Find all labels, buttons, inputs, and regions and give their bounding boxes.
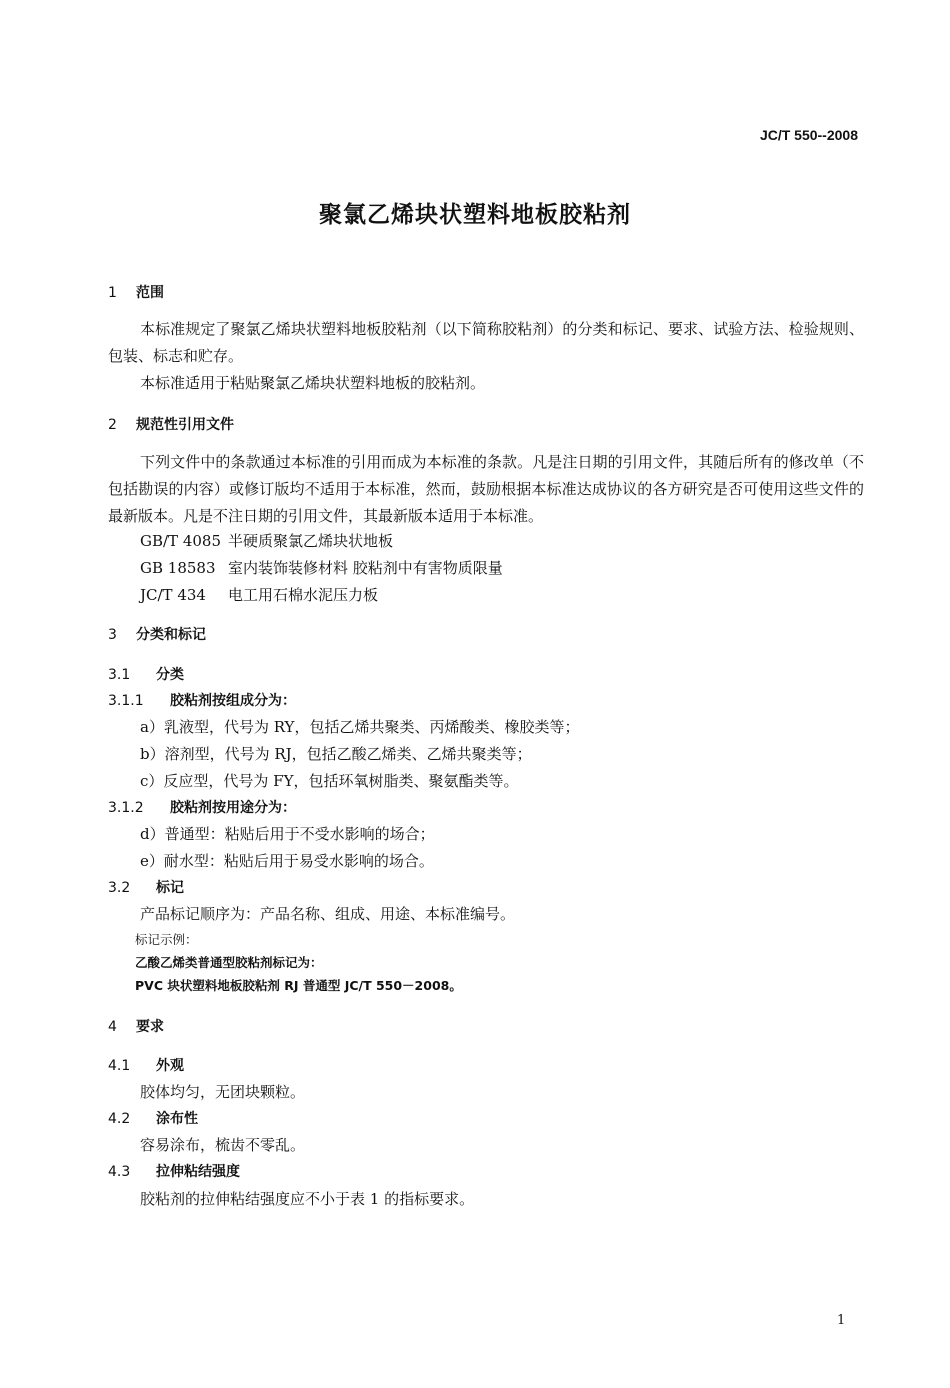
tensile-strength-text: 胶粘剂的拉伸粘结强度应不小于表 1 的指标要求。 bbox=[140, 1190, 475, 1208]
section-number: 3.1.2 bbox=[108, 800, 144, 816]
section-1-body bbox=[108, 316, 864, 397]
section-title: 分类和标记 bbox=[136, 627, 206, 643]
section-title: 范围 bbox=[136, 285, 164, 301]
reference-name: 半硬质聚氯乙烯块状地板 bbox=[228, 532, 394, 550]
section-4-heading bbox=[108, 1016, 164, 1036]
list-item: b）溶剂型，代号为 RJ，包括乙酸乙烯类、乙烯共聚类等； bbox=[140, 745, 532, 763]
reference-item bbox=[140, 557, 503, 578]
section-title: 要求 bbox=[136, 1019, 164, 1035]
list-item: e）耐水型：粘贴后用于易受水影响的场合。 bbox=[140, 852, 434, 870]
reference-code: GB/T 4085 bbox=[140, 532, 222, 550]
marking-order-text: 产品标记顺序为：产品名称、组成、用途、本标准编号。 bbox=[140, 905, 516, 923]
section-title: 拉伸粘结强度 bbox=[156, 1164, 240, 1180]
section-2-heading bbox=[108, 414, 234, 434]
section-number: 2 bbox=[108, 417, 117, 433]
reference-code: JC/T 434 bbox=[140, 586, 206, 604]
example-label: 标记示例： bbox=[135, 932, 198, 947]
reference-item bbox=[140, 530, 393, 551]
example-intro: 乙酸乙烯类普通型胶粘剂标记为： bbox=[135, 955, 323, 970]
section-4-1-heading bbox=[108, 1055, 184, 1075]
section-number: 4.3 bbox=[108, 1164, 131, 1180]
section-3-1-heading bbox=[108, 664, 184, 684]
section-number: 4.1 bbox=[108, 1058, 131, 1074]
section-number: 1 bbox=[108, 285, 117, 301]
section-3-1-1-heading bbox=[108, 690, 296, 710]
paragraph: 本标准适用于粘贴聚氯乙烯块状塑料地板的胶粘剂。 bbox=[140, 374, 486, 392]
section-title: 外观 bbox=[156, 1058, 184, 1074]
section-number: 3.2 bbox=[108, 880, 131, 896]
section-number: 3.1 bbox=[108, 667, 131, 683]
list-item: c）反应型，代号为 FY，包括环氧树脂类、聚氨酯类等。 bbox=[140, 772, 519, 790]
standard-code: JC/T 550--2008 bbox=[759, 127, 858, 143]
list-item: d）普通型：粘贴后用于不受水影响的场合； bbox=[140, 825, 435, 843]
reference-name: 电工用石棉水泥压力板 bbox=[228, 586, 379, 604]
paragraph: 本标准规定了聚氯乙烯块状塑料地板胶粘剂（以下简称胶粘剂）的分类和标记、要求、试验方法、检验规则、包装、标志和贮存。 bbox=[108, 320, 864, 365]
reference-name: 室内装饰装修材料 胶粘剂中有害物质限量 bbox=[228, 559, 503, 577]
section-number: 4.2 bbox=[108, 1111, 131, 1127]
section-title: 标记 bbox=[156, 880, 184, 896]
section-3-2-heading bbox=[108, 877, 184, 897]
section-title: 胶粘剂按组成分为： bbox=[170, 693, 296, 709]
section-3-1-2-heading bbox=[108, 797, 296, 817]
page-number: 1 bbox=[837, 1313, 846, 1328]
section-2-body bbox=[108, 449, 864, 530]
section-1-heading bbox=[108, 282, 164, 302]
section-4-2-heading bbox=[108, 1108, 198, 1128]
document-title: 聚氯乙烯块状塑料地板胶粘剂 bbox=[319, 202, 631, 228]
section-3-heading bbox=[108, 624, 206, 644]
paragraph: 下列文件中的条款通过本标准的引用而成为本标准的条款。凡是注日期的引用文件，其随后所有的修改单（不包括勘误的内容）或修订版均不适用于本标准，然而，鼓励根据本标准达成协议的各方研究是否可使用这些文件的最新版本。凡是不注日期的引用文件，其最新版本适用于本标准。 bbox=[108, 453, 864, 525]
section-title: 规范性引用文件 bbox=[136, 417, 234, 433]
reference-code: GB 18583 bbox=[140, 559, 216, 577]
section-title: 涂布性 bbox=[156, 1111, 198, 1127]
section-number: 3.1.1 bbox=[108, 693, 144, 709]
section-title: 分类 bbox=[156, 667, 184, 683]
list-item: a）乳液型，代号为 RY，包括乙烯共聚类、丙烯酸类、橡胶类等； bbox=[140, 718, 580, 736]
example-value: PVC 块状塑料地板胶粘剂 RJ 普通型 JC/T 550－2008。 bbox=[135, 978, 462, 993]
section-number: 3 bbox=[108, 627, 117, 643]
coatability-text: 容易涂布，梳齿不零乱。 bbox=[140, 1136, 306, 1154]
section-title: 胶粘剂按用途分为： bbox=[170, 800, 296, 816]
reference-item bbox=[140, 584, 378, 605]
section-4-3-heading bbox=[108, 1161, 240, 1181]
appearance-text: 胶体均匀，无团块颗粒。 bbox=[140, 1083, 306, 1101]
section-number: 4 bbox=[108, 1019, 117, 1035]
